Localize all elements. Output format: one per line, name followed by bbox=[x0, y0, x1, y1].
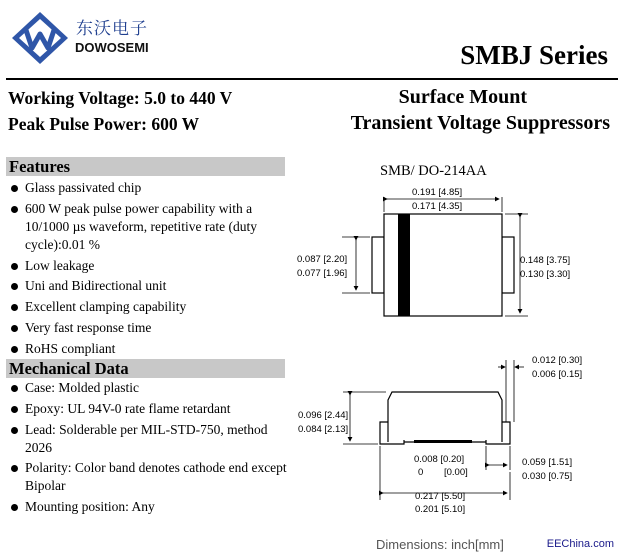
list-item: Low leakage bbox=[8, 257, 290, 275]
title-line-2: Transient Voltage Suppressors bbox=[350, 112, 610, 134]
top-width-min: 0.171 [4.35] bbox=[412, 201, 463, 212]
list-item: Very fast response time bbox=[8, 319, 290, 337]
lead-height-min: 0.077 [1.96] bbox=[297, 268, 348, 279]
height-max: 0.096 [2.44] bbox=[298, 410, 349, 421]
list-item: Polarity: Color band denotes cathode end except Bipolar bbox=[8, 459, 290, 495]
mechanical-heading: Mechanical Data bbox=[6, 359, 285, 378]
total-length-max: 0.217 [5.50] bbox=[415, 491, 466, 502]
side-view bbox=[380, 392, 510, 444]
list-item: Excellent clamping capability bbox=[8, 298, 290, 316]
title-line-1: Surface Mount bbox=[398, 86, 527, 108]
list-item: Glass passivated chip bbox=[8, 179, 290, 197]
list-item: RoHS compliant bbox=[8, 340, 290, 358]
top-view bbox=[372, 214, 514, 316]
package-name: SMB/ DO-214AA bbox=[380, 163, 487, 179]
body-height-max: 0.148 [3.75] bbox=[520, 255, 571, 266]
body-height-min: 0.130 [3.30] bbox=[520, 269, 571, 280]
list-item: Mounting position: Any bbox=[8, 498, 290, 516]
foot-length-max: 0.059 [1.51] bbox=[522, 457, 573, 468]
dimension-units: Dimensions: inch[mm] bbox=[376, 537, 504, 552]
peak-pulse-power: Peak Pulse Power: 600 W bbox=[8, 114, 200, 134]
list-item: Epoxy: UL 94V-0 rate flame retardant bbox=[8, 400, 290, 418]
watermark: EEChina.com bbox=[546, 538, 614, 550]
series-title: SMBJ Series bbox=[460, 40, 608, 70]
height-min: 0.084 [2.13] bbox=[298, 424, 349, 435]
logo-english-name: DOWOSEMI bbox=[75, 40, 149, 55]
top-width-max: 0.191 [4.85] bbox=[412, 187, 463, 198]
cathode-band bbox=[398, 214, 410, 316]
working-voltage: Working Voltage: 5.0 to 440 V bbox=[8, 88, 233, 108]
logo-chinese-name: 东沃电子 bbox=[76, 19, 148, 39]
list-item: 600 W peak pulse power capability with a 10/1000 µs waveform, repetitive rate (duty cycle):0.01 % bbox=[8, 200, 290, 254]
total-length-min: 0.201 [5.10] bbox=[415, 504, 466, 515]
foot-length-min: 0.030 [0.75] bbox=[522, 471, 573, 482]
lead-height-max: 0.087 [2.20] bbox=[297, 254, 348, 265]
standoff-min-mm: [0.00] bbox=[444, 467, 468, 478]
right-lead bbox=[502, 237, 514, 293]
side-body bbox=[388, 392, 502, 442]
left-lead bbox=[372, 237, 384, 293]
standoff-min-inch: 0 bbox=[418, 467, 424, 478]
lead-thickness-max: 0.012 [0.30] bbox=[532, 355, 583, 366]
list-item: Lead: Solderable per MIL-STD-750, method 2026 bbox=[8, 421, 290, 457]
standoff-max: 0.008 [0.20] bbox=[414, 454, 465, 465]
lead-thickness-min: 0.006 [0.15] bbox=[532, 369, 583, 380]
features-heading: Features bbox=[6, 157, 285, 176]
list-item: Case: Molded plastic bbox=[8, 379, 290, 397]
list-item: Uni and Bidirectional unit bbox=[8, 277, 290, 295]
